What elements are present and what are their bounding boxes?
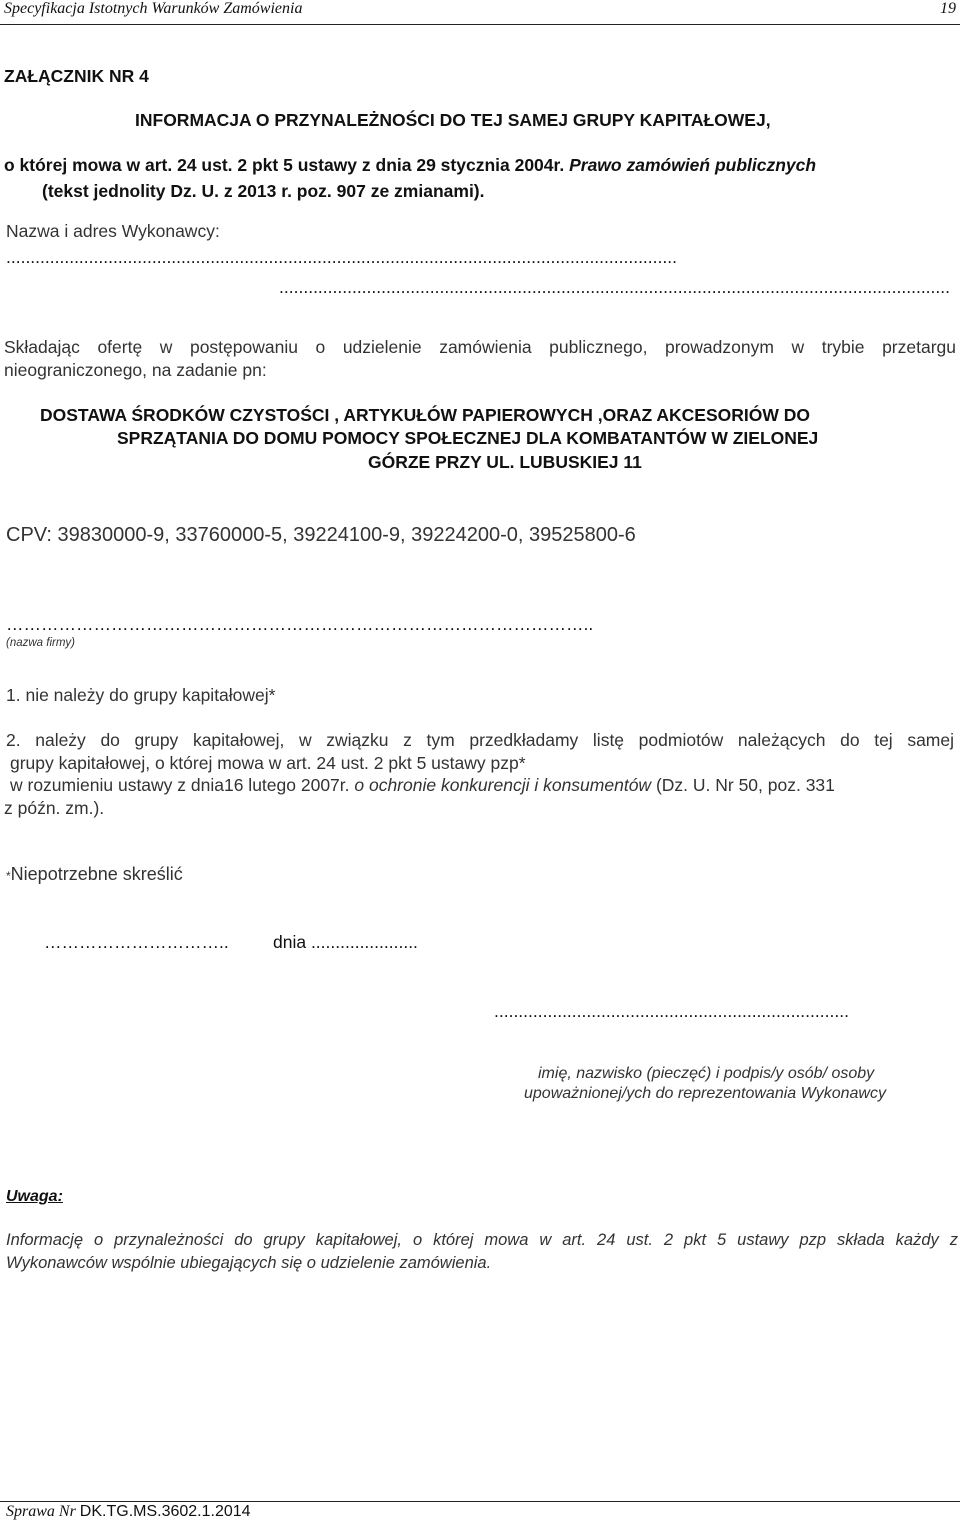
footer-case-reference — [6, 1503, 251, 1521]
company-name-caption: (nazwa firmy) — [6, 637, 76, 649]
footnote — [6, 864, 183, 885]
option-member-line2: grupy kapitałowej, o której mowa w art. 24 ust. 2 pkt 5 ustawy pzp* — [10, 753, 526, 773]
law-name: Prawo zamówień publicznych — [569, 155, 817, 175]
legal-reference-text: o której mowa w art. 24 ust. 2 pkt 5 ustawy z dnia 29 stycznia 2004r. — [4, 155, 570, 175]
option-member-line4: z późn. zm.). — [4, 798, 105, 818]
header-divider — [0, 24, 960, 25]
footer-divider — [0, 1501, 960, 1502]
task-title-line2: SPRZĄTANIA DO DOMU POMOCY SPOŁECZNEJ DLA KOMBATANTÓW W ZIELONEJ — [117, 428, 819, 448]
contractor-fill-line-1: .......................................................................................................................................... — [6, 247, 677, 267]
place-fill-line: ………………………….. — [44, 932, 229, 952]
company-fill-line: ……………………………………………………………………………………….. — [6, 614, 594, 634]
option-member-line1: 2. należy do grupy kapitałowej, w związku z tym przedkładamy listę podmiotów należących do tej samej — [6, 730, 954, 750]
task-title-line3: GÓRZE PRZY UL. LUBUSKIEJ 11 — [368, 452, 642, 472]
cpv-codes: CPV: 39830000-9, 33760000-5, 39224100-9, 39224200-0, 39525800-6 — [6, 524, 636, 546]
document-heading: INFORMACJA O PRZYNALEŻNOŚCI DO TEJ SAMEJ GRUPY KAPITAŁOWEJ, — [135, 110, 771, 130]
offer-text-line1: Składając ofertę w postępowaniu o udzielenie zamówienia publicznego, prowadzonym w trybie przetargu — [4, 337, 956, 357]
annex-label: ZAŁĄCZNIK NR 4 — [4, 66, 149, 86]
offer-text-line2: nieograniczonego, na zadanie pn: — [4, 360, 267, 380]
option-not-member: 1. nie należy do grupy kapitałowej* — [6, 685, 276, 705]
footer-prefix: Sprawa Nr — [6, 1503, 80, 1520]
footnote-asterisk: * — [6, 869, 11, 883]
date-field: dnia ...................... — [273, 932, 418, 952]
page-number: 19 — [940, 0, 956, 17]
act-date-text: w rozumieniu ustawy z dnia16 lutego 2007r. — [10, 775, 355, 795]
signature-caption-line1: imię, nazwisko (pieczęć) i podpis/y osób/ osoby — [538, 1065, 875, 1082]
act-journal-reference: (Dz. U. Nr 50, poz. 331 — [651, 775, 835, 795]
note-text-line2: Wykonawców wspólnie ubiegających się o udzielenie zamówienia. — [6, 1254, 492, 1272]
act-title: o ochronie konkurencji i konsumentów — [354, 775, 652, 795]
legal-reference-line1 — [4, 155, 816, 176]
task-title-line1: DOSTAWA ŚRODKÓW CZYSTOŚCI , ARTYKUŁÓW PAPIEROWYCH ,ORAZ AKCESORIÓW DO — [40, 405, 810, 425]
contractor-fill-line-2: .......................................................................................................................................... — [279, 277, 950, 297]
option-member-line3 — [10, 775, 835, 796]
note-text-line1: Informację o przynależności do grupy kapitałowej, o której mowa w art. 24 ust. 2 pkt 5 ustawy pzp składa każdy z — [6, 1231, 958, 1249]
contractor-label: Nazwa i adres Wykonawcy: — [6, 221, 220, 241]
signature-fill-line: ......................................................................... — [494, 1001, 849, 1021]
footer-case-number: DK.TG.MS.3602.1.2014 — [79, 1503, 251, 1520]
document-header-title: Specyfikacja Istotnych Warunków Zamówienia — [4, 0, 303, 17]
signature-caption-line2: upoważnionej/ych do reprezentowania Wykonawcy — [524, 1085, 886, 1102]
note-label: Uwaga: — [6, 1188, 63, 1205]
footnote-text: Niepotrzebne skreślić — [10, 864, 183, 884]
legal-reference-line2: (tekst jednolity Dz. U. z 2013 r. poz. 907 ze zmianami). — [42, 181, 485, 201]
